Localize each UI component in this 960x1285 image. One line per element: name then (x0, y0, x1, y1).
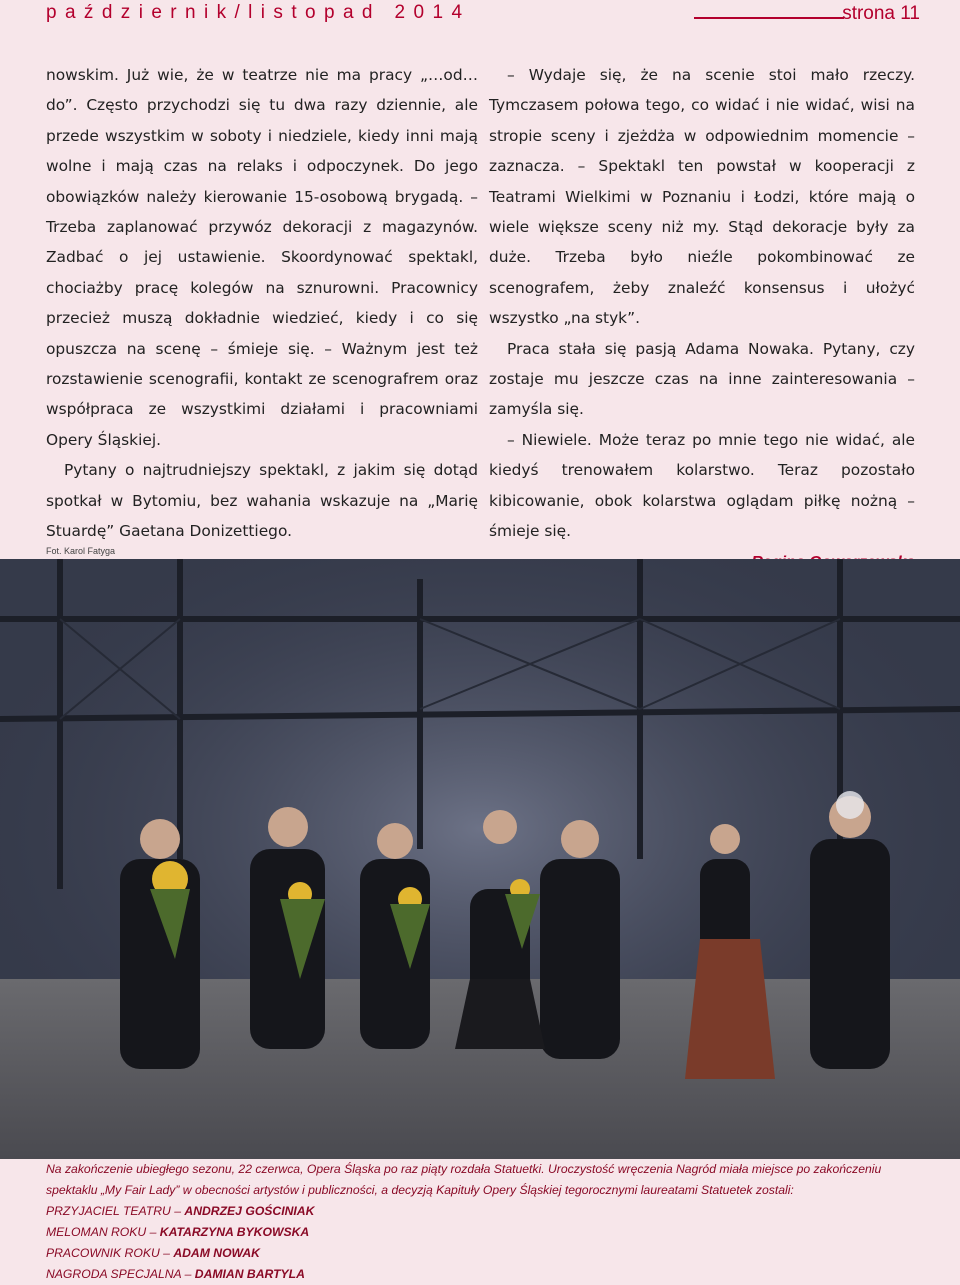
award-row (46, 1222, 926, 1243)
award-row (46, 1243, 926, 1264)
left-paragraph-2: Pytany o najtrudniejszy spektakl, z jakim się dotąd spotkał w Bytomiu, bez wahania wskazuje na „Marię Stuardę” Gaetana Donizettiego. (46, 461, 478, 541)
photo-caption (46, 1159, 926, 1285)
caption-text: Na zakończenie ubiegłego sezonu, 22 czerwca, Opera Śląska po raz piąty rozdała Statuetki. Uroczystość wręczenia Nagród miała miejsce po zakończeniu spektaklu „My Fair Lady” w obecności artystów i publiczności, a decyzją Kapituły Opery Śląskiej tegorocznymi laureatami Statuetek zostali: (46, 1162, 882, 1197)
award-label: PRZYJACIEL TEATRU – (46, 1204, 181, 1218)
right-paragraph-1: – Wydaje się, że na scenie stoi mało rzeczy. Tymczasem połowa tego, co widać i nie widać, wisi na stropie sceny i zjeżdża w odpowiednim momencie – zaznacza. – Spektakl ten powstał w kooperacji z Teatrami Wielkimi w Poznaniu i Łodzi, które mają o wiele większe sceny niż my. Stąd dekoracje były za duże. Trzeba było nieźle pokombinować ze scenografem, żeby znaleźć konsensus i ułożyć wszystko „na styk”. (489, 66, 915, 328)
right-column (489, 60, 915, 578)
award-label: NAGRODA SPECJALNA – (46, 1267, 192, 1281)
award-row (46, 1264, 926, 1285)
award-label: PRACOWNIK ROKU – (46, 1246, 170, 1260)
award-name: ADAM NOWAK (173, 1246, 260, 1260)
photo-credit: Fot. Karol Fatyga (46, 546, 116, 556)
right-paragraph-2: Praca stała się pasją Adama Nowaka. Pytany, czy zostaje mu jeszcze czas na inne zainteresowania – zamyśla się. (489, 339, 915, 419)
left-column (46, 60, 478, 547)
award-name: DAMIAN BARTYLA (194, 1267, 305, 1281)
page-header (46, 0, 926, 34)
stage-photo-illustration (0, 559, 960, 1159)
stage-photo (0, 559, 960, 1159)
right-paragraph-3: – Niewiele. Może teraz po mnie tego nie widać, ale kiedyś trenowałem kolarstwo. Teraz pozostało kibicowanie, obok kolarstwa oglądam piłkę nożną – śmieje się. (489, 430, 915, 541)
award-name: ANDRZEJ GOŚCINIAK (184, 1204, 315, 1218)
award-label: MELOMAN ROKU – (46, 1225, 157, 1239)
issue-date: październik/listopad 2014 (46, 2, 471, 23)
header-rule (694, 17, 844, 19)
page-number: strona 11 (842, 3, 920, 24)
left-paragraph-1: nowskim. Już wie, że w teatrze nie ma pracy „…od… do”. Często przychodzi się tu dwa razy dziennie, ale przede wszystkim w soboty i niedziele, kiedy inni mają wolne i mają czas na relaks i odpoczynek. Do jego obowiązków należy kierowanie 15-osobową brygadą. – Trzeba zaplanować przywóz dekoracji z magazynów. Zadbać o jej ustawienie. Skoordynować spektakl, chociażby pracę kolegów na sznurowni. Pracownicy przecież muszą dokładnie wiedzieć, kiedy i co się opuszcza na scenę – śmieje się. – Ważnym jest też rozstawienie scenografii, kontakt ze scenografrem oraz współpraca ze wszystkimi działami i pracowniami Opery Śląskiej. (46, 66, 478, 449)
award-row (46, 1201, 926, 1222)
award-name: KATARZYNA BYKOWSKA (159, 1225, 310, 1239)
